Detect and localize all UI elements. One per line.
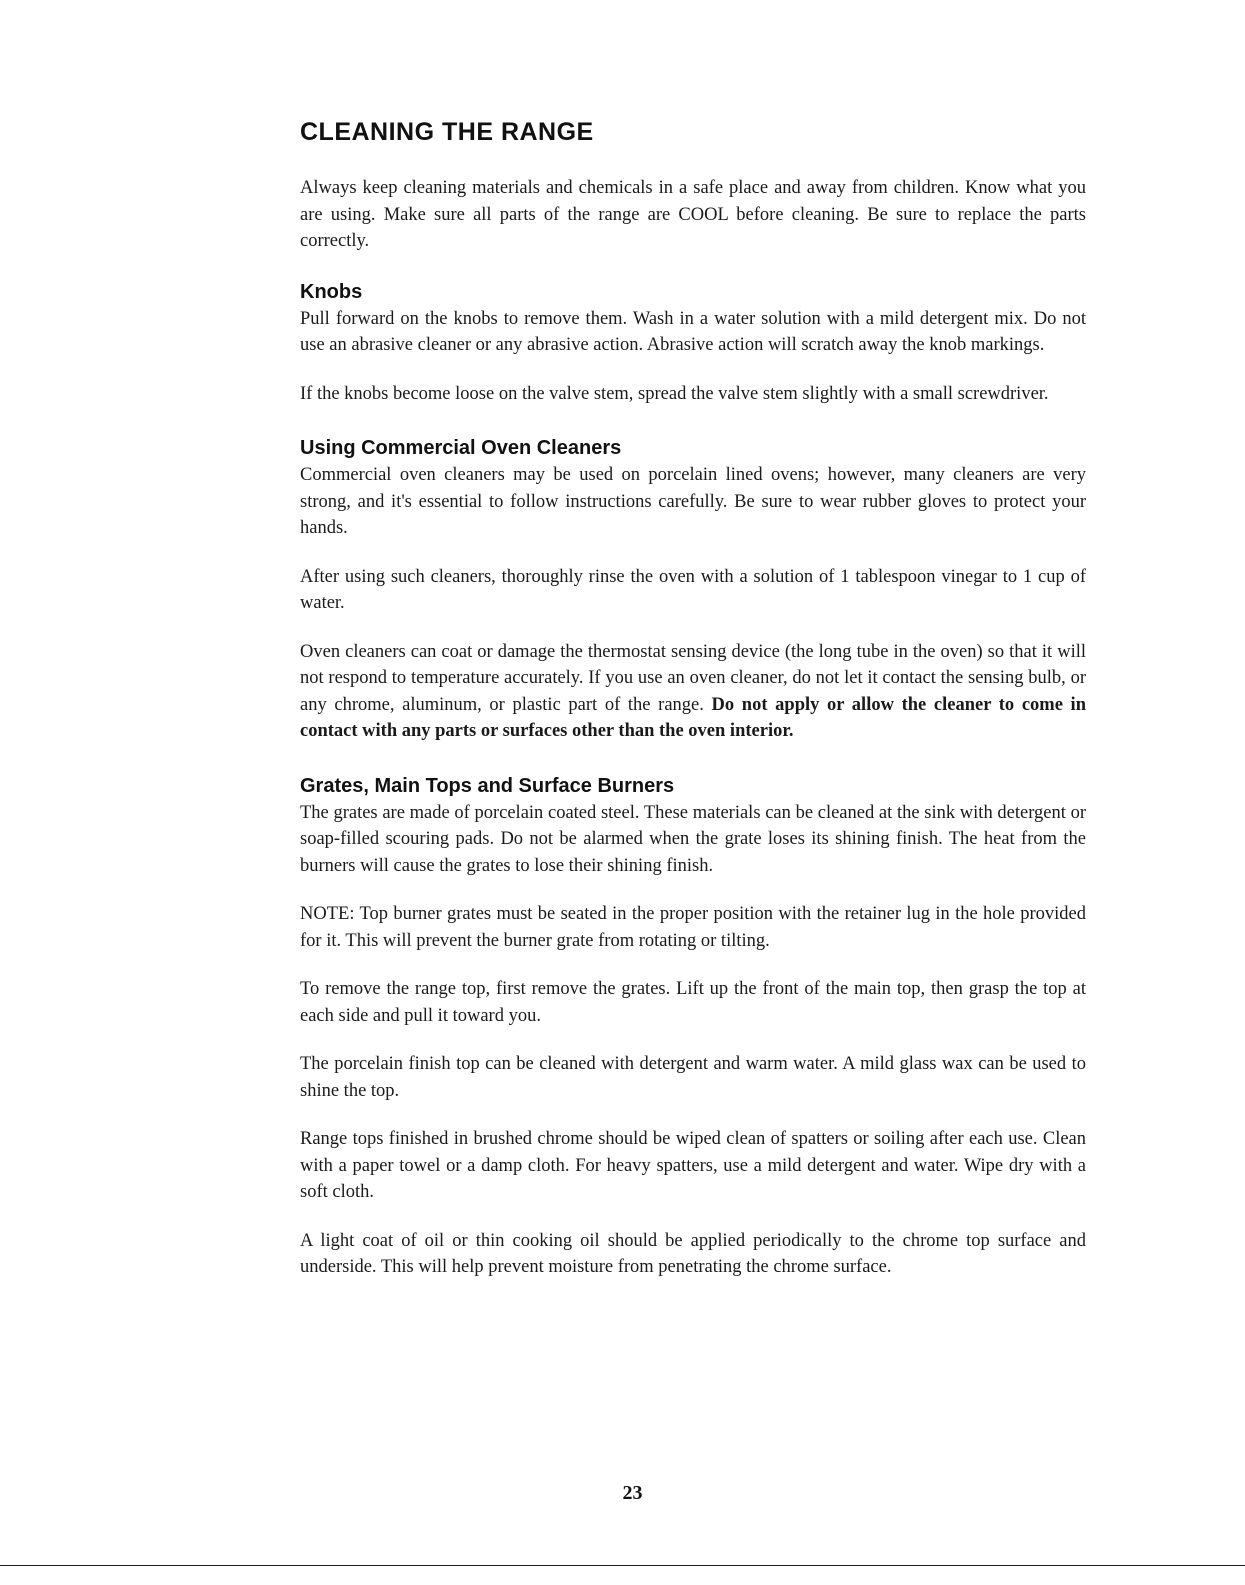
grates-paragraph-4: The porcelain finish top can be cleaned with detergent and warm water. A mild glass wax can be used to shine the top. [300, 1054, 1086, 1101]
grates-paragraph-3: To remove the range top, first remove the grates. Lift up the front of the main top, then grasp the top at each side and pull it toward you. [300, 979, 1086, 1026]
grates-paragraph-6: A light coat of oil or thin cooking oil should be applied periodically to the chrome top surface and underside. This will help prevent moisture from penetrating the chrome surface. [300, 1230, 1086, 1277]
manual-page [300, 118, 1086, 1281]
oven-cleaners-warning-text: Oven cleaners can coat or damage the thermostat sensing device (the long tube in the oven) so that it will not respond to temperature accurately. If you use an oven cleaner, do not let it contact the sensing bulb, or any chrome, aluminum, or plastic part of the range. [300, 641, 1086, 715]
bottom-rule [0, 1565, 1245, 1566]
knobs-paragraph-1: Pull forward on the knobs to remove them. Wash in a water solution with a mild detergent mix. Do not use an abrasive cleaner or any abrasive action. Abrasive action will scratch away the knob markings. [300, 308, 1086, 355]
grates-paragraph-5: Range tops finished in brushed chrome should be wiped clean of spatters or soiling after each use. Clean with a paper towel or a damp cloth. For heavy spatters, use a mild detergent and water. Wipe dry with a soft cloth. [300, 1129, 1086, 1202]
oven-cleaners-heading: Using Commercial Oven Cleaners [300, 437, 622, 459]
oven-cleaners-paragraph-3 [300, 639, 1086, 745]
page-title: CLEANING THE RANGE [300, 118, 594, 146]
oven-cleaners-bold-warning: Do not apply or allow the cleaner to come in contact with any parts or surfaces other than the oven interior. [300, 694, 1086, 741]
intro-paragraph: Always keep cleaning materials and chemicals in a safe place and away from children. Know what you are using. Make sure all parts of the range are COOL before cleaning. Be sure to replace the parts correctly. [300, 178, 1086, 251]
page-number: 23 [622, 1482, 643, 1504]
note-text: Top burner grates must be seated in the proper position with the retainer lug in the hole provided for it. This will prevent the burner grate from rotating or tilting. [300, 904, 1086, 951]
grates-paragraph-1: The grates are made of porcelain coated steel. These materials can be cleaned at the sink with detergent or soap-filled scouring pads. Do not be alarmed when the grate loses its shining finish. The heat from the burners will cause the grates to lose their shining finish. [300, 802, 1086, 876]
grates-heading: Grates, Main Tops and Surface Burners [300, 774, 675, 797]
oven-cleaners-paragraph-1: Commercial oven cleaners may be used on porcelain lined ovens; however, many cleaners are very strong, and it's essential to follow instructions carefully. Be sure to wear rubber gloves to protect your hands. [300, 465, 1086, 538]
knobs-paragraph-2: If the knobs become loose on the valve stem, spread the valve stem slightly with a small screwdriver. [300, 383, 1049, 404]
note-label: NOTE: [300, 904, 355, 924]
oven-cleaners-paragraph-2: After using such cleaners, thoroughly rinse the oven with a solution of 1 tablespoon vinegar to 1 cup of water. [300, 566, 1086, 613]
knobs-heading: Knobs [300, 280, 363, 303]
grates-note-paragraph [300, 901, 1086, 954]
